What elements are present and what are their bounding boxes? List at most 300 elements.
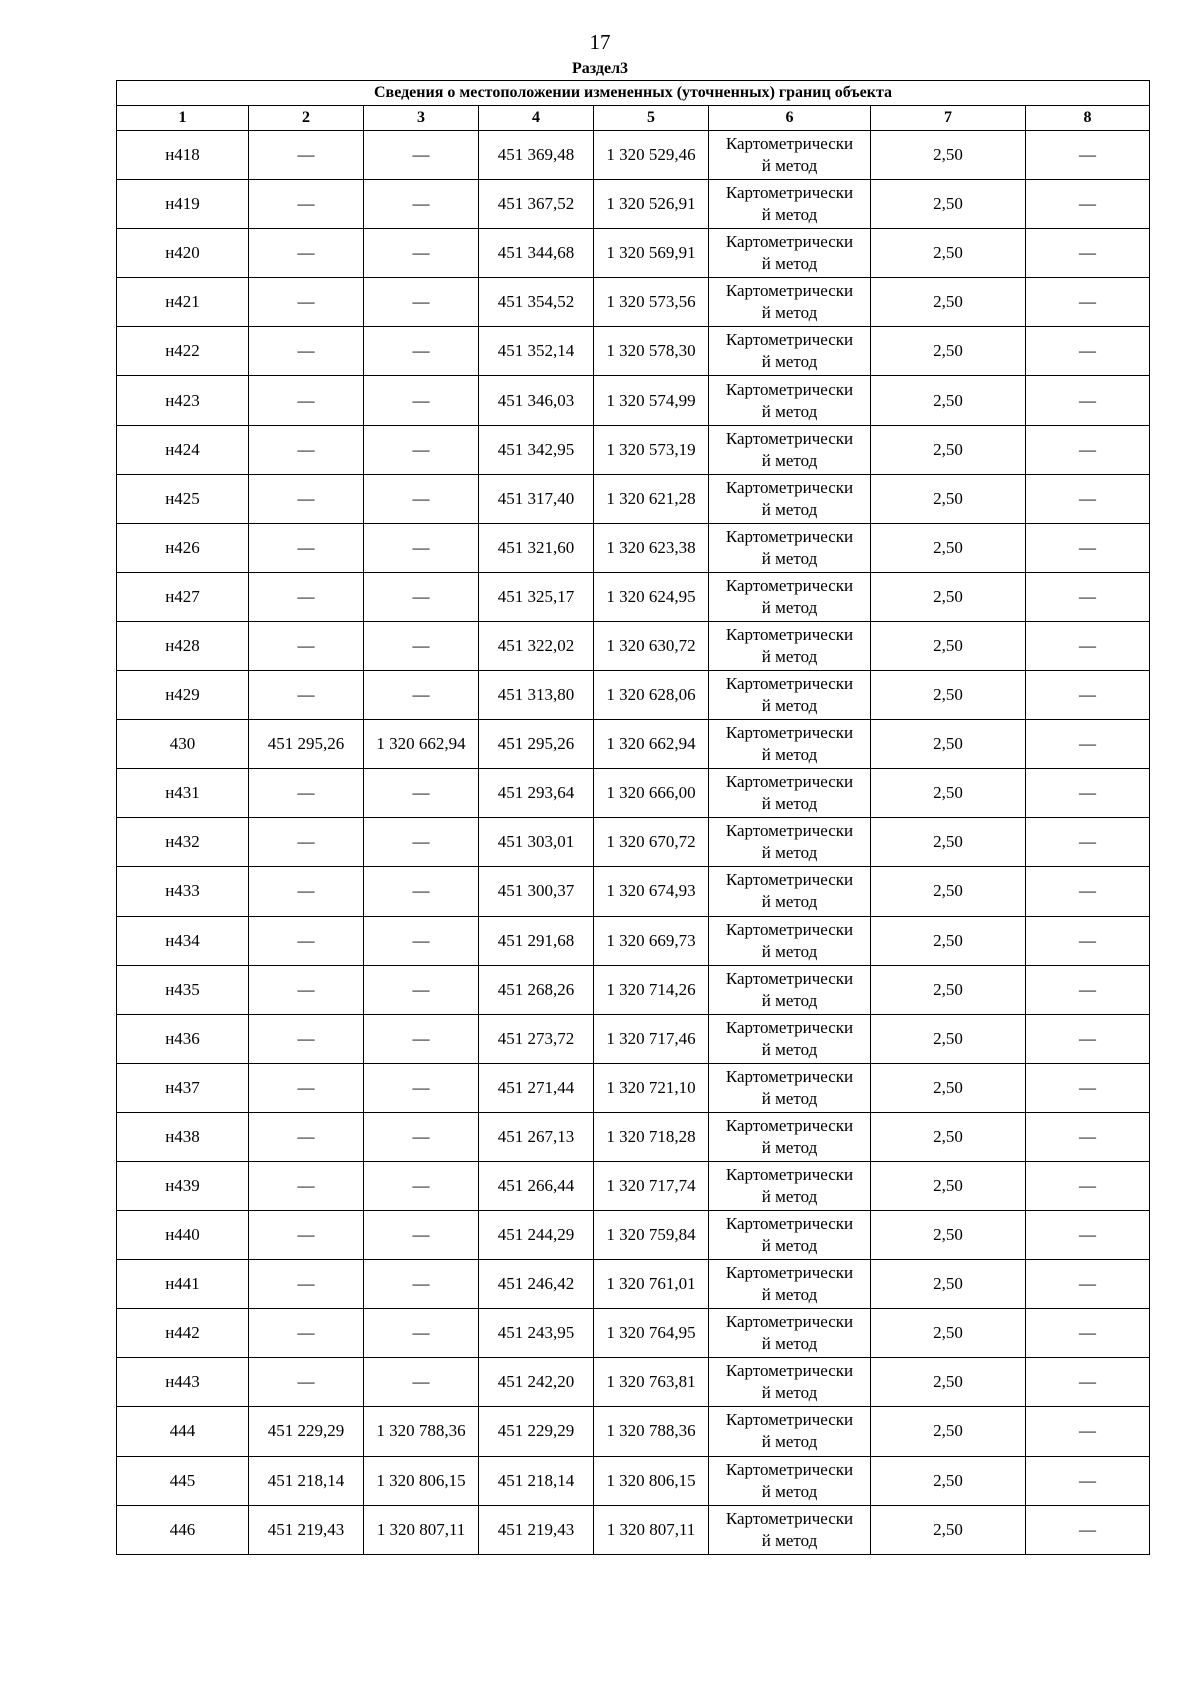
point-number-cell: 446	[117, 1505, 249, 1554]
point-number-cell: н436	[117, 1014, 249, 1063]
existing-x-cell: 451 229,29	[249, 1407, 364, 1456]
new-y-cell: 1 320 674,93	[594, 867, 709, 916]
accuracy-cell: 2,50	[871, 1309, 1026, 1358]
new-y-cell: 1 320 714,26	[594, 965, 709, 1014]
description-cell: —	[1026, 327, 1150, 376]
new-y-cell: 1 320 666,00	[594, 769, 709, 818]
new-y-cell: 1 320 569,91	[594, 229, 709, 278]
method-line-1: Картометрически	[725, 330, 854, 350]
accuracy-cell: 2,50	[871, 1063, 1026, 1112]
new-y-cell: 1 320 788,36	[594, 1407, 709, 1456]
table-row	[117, 523, 1150, 572]
table-row	[117, 1358, 1150, 1407]
description-cell: —	[1026, 523, 1150, 572]
existing-x-cell: —	[249, 965, 364, 1014]
table-row	[117, 180, 1150, 229]
new-x-cell: 451 242,20	[479, 1358, 594, 1407]
method-cell	[709, 671, 871, 720]
accuracy-cell: 2,50	[871, 474, 1026, 523]
accuracy-cell: 2,50	[871, 572, 1026, 621]
description-cell: —	[1026, 1211, 1150, 1260]
existing-y-cell: —	[364, 1161, 479, 1210]
method-line-2: й метод	[761, 1530, 818, 1550]
method-line-1: Картометрически	[725, 1459, 854, 1479]
existing-y-cell: —	[364, 671, 479, 720]
method-line-2: й метод	[761, 794, 818, 814]
description-cell: —	[1026, 1112, 1150, 1161]
column-header: 7	[871, 106, 1026, 131]
description-cell: —	[1026, 229, 1150, 278]
existing-y-cell: 1 320 806,15	[364, 1456, 479, 1505]
table-row	[117, 572, 1150, 621]
description-cell: —	[1026, 1161, 1150, 1210]
new-y-cell: 1 320 807,11	[594, 1505, 709, 1554]
method-cell	[709, 818, 871, 867]
description-cell: —	[1026, 621, 1150, 670]
description-cell: —	[1026, 867, 1150, 916]
accuracy-cell: 2,50	[871, 327, 1026, 376]
new-y-cell: 1 320 623,38	[594, 523, 709, 572]
existing-y-cell: —	[364, 1309, 479, 1358]
accuracy-cell: 2,50	[871, 769, 1026, 818]
existing-x-cell: —	[249, 425, 364, 474]
method-line-2: й метод	[761, 941, 818, 961]
description-cell: —	[1026, 1407, 1150, 1456]
method-line-2: й метод	[761, 352, 818, 372]
accuracy-cell: 2,50	[871, 1211, 1026, 1260]
method-line-1: Картометрически	[725, 477, 854, 497]
description-cell: —	[1026, 425, 1150, 474]
new-x-cell: 451 243,95	[479, 1309, 594, 1358]
existing-y-cell: —	[364, 621, 479, 670]
description-cell: —	[1026, 180, 1150, 229]
method-line-1: Картометрически	[725, 526, 854, 546]
table-row	[117, 376, 1150, 425]
new-y-cell: 1 320 529,46	[594, 131, 709, 180]
existing-x-cell: —	[249, 1211, 364, 1260]
existing-y-cell: —	[364, 131, 479, 180]
method-line-1: Картометрически	[725, 281, 854, 301]
method-line-1: Картометрически	[725, 870, 854, 890]
existing-x-cell: —	[249, 229, 364, 278]
point-number-cell: н419	[117, 180, 249, 229]
existing-y-cell: 1 320 662,94	[364, 720, 479, 769]
method-cell	[709, 425, 871, 474]
new-x-cell: 451 322,02	[479, 621, 594, 670]
point-number-cell: н425	[117, 474, 249, 523]
new-y-cell: 1 320 670,72	[594, 818, 709, 867]
description-cell: —	[1026, 572, 1150, 621]
new-x-cell: 451 291,68	[479, 916, 594, 965]
existing-x-cell: —	[249, 671, 364, 720]
table-row	[117, 965, 1150, 1014]
table-row	[117, 131, 1150, 180]
new-x-cell: 451 313,80	[479, 671, 594, 720]
new-x-cell: 451 246,42	[479, 1260, 594, 1309]
existing-x-cell: —	[249, 1063, 364, 1112]
method-line-1: Картометрически	[725, 821, 854, 841]
existing-x-cell: 451 218,14	[249, 1456, 364, 1505]
existing-y-cell: 1 320 788,36	[364, 1407, 479, 1456]
method-cell	[709, 965, 871, 1014]
table-row	[117, 621, 1150, 670]
existing-x-cell: —	[249, 474, 364, 523]
accuracy-cell: 2,50	[871, 278, 1026, 327]
point-number-cell: н441	[117, 1260, 249, 1309]
method-line-2: й метод	[761, 254, 818, 274]
table-row	[117, 1456, 1150, 1505]
existing-x-cell: —	[249, 1014, 364, 1063]
new-x-cell: 451 325,17	[479, 572, 594, 621]
point-number-cell: н427	[117, 572, 249, 621]
accuracy-cell: 2,50	[871, 818, 1026, 867]
method-cell	[709, 1260, 871, 1309]
point-number-cell: н428	[117, 621, 249, 670]
method-cell	[709, 376, 871, 425]
method-line-1: Картометрически	[725, 379, 854, 399]
method-line-1: Картометрически	[725, 1312, 854, 1332]
existing-x-cell: —	[249, 278, 364, 327]
accuracy-cell: 2,50	[871, 1112, 1026, 1161]
method-cell	[709, 180, 871, 229]
description-cell: —	[1026, 720, 1150, 769]
method-line-2: й метод	[761, 646, 818, 666]
existing-y-cell: —	[364, 769, 479, 818]
new-x-cell: 451 293,64	[479, 769, 594, 818]
method-line-2: й метод	[761, 1187, 818, 1207]
existing-x-cell: —	[249, 131, 364, 180]
method-line-1: Картометрически	[725, 1361, 854, 1381]
method-line-2: й метод	[761, 156, 818, 176]
method-cell	[709, 327, 871, 376]
point-number-cell: н420	[117, 229, 249, 278]
column-header: 5	[594, 106, 709, 131]
point-number-cell: н429	[117, 671, 249, 720]
accuracy-cell: 2,50	[871, 1260, 1026, 1309]
existing-x-cell: —	[249, 1309, 364, 1358]
new-y-cell: 1 320 573,56	[594, 278, 709, 327]
method-line-2: й метод	[761, 1383, 818, 1403]
existing-y-cell: 1 320 807,11	[364, 1505, 479, 1554]
existing-y-cell: —	[364, 474, 479, 523]
existing-y-cell: —	[364, 1112, 479, 1161]
description-cell: —	[1026, 278, 1150, 327]
description-cell: —	[1026, 1456, 1150, 1505]
new-y-cell: 1 320 717,74	[594, 1161, 709, 1210]
method-cell	[709, 572, 871, 621]
point-number-cell: н423	[117, 376, 249, 425]
table-row	[117, 1407, 1150, 1456]
table-row	[117, 327, 1150, 376]
point-number-cell: н440	[117, 1211, 249, 1260]
accuracy-cell: 2,50	[871, 131, 1026, 180]
new-x-cell: 451 295,26	[479, 720, 594, 769]
method-line-1: Картометрически	[725, 1115, 854, 1135]
method-line-1: Картометрически	[725, 1066, 854, 1086]
new-x-cell: 451 266,44	[479, 1161, 594, 1210]
method-cell	[709, 1112, 871, 1161]
method-line-1: Картометрически	[725, 575, 854, 595]
method-cell	[709, 867, 871, 916]
column-header: 8	[1026, 106, 1150, 131]
existing-y-cell: —	[364, 523, 479, 572]
existing-y-cell: —	[364, 818, 479, 867]
point-number-cell: н434	[117, 916, 249, 965]
description-cell: —	[1026, 1309, 1150, 1358]
accuracy-cell: 2,50	[871, 425, 1026, 474]
method-line-1: Картометрически	[725, 674, 854, 694]
existing-y-cell: —	[364, 867, 479, 916]
accuracy-cell: 2,50	[871, 867, 1026, 916]
new-y-cell: 1 320 624,95	[594, 572, 709, 621]
method-line-1: Картометрически	[725, 428, 854, 448]
new-x-cell: 451 303,01	[479, 818, 594, 867]
method-cell	[709, 1211, 871, 1260]
table-row	[117, 474, 1150, 523]
method-cell	[709, 1407, 871, 1456]
new-x-cell: 451 273,72	[479, 1014, 594, 1063]
point-number-cell: 444	[117, 1407, 249, 1456]
table-title: Сведения о местоположении измененных (уточненных) границ объекта	[117, 81, 1150, 106]
point-number-cell: 445	[117, 1456, 249, 1505]
description-cell: —	[1026, 818, 1150, 867]
column-header: 4	[479, 106, 594, 131]
method-cell	[709, 1505, 871, 1554]
accuracy-cell: 2,50	[871, 376, 1026, 425]
existing-x-cell: —	[249, 1260, 364, 1309]
method-line-1: Картометрически	[725, 183, 854, 203]
method-cell	[709, 1161, 871, 1210]
new-y-cell: 1 320 721,10	[594, 1063, 709, 1112]
method-line-2: й метод	[761, 303, 818, 323]
description-cell: —	[1026, 916, 1150, 965]
existing-y-cell: —	[364, 278, 479, 327]
existing-x-cell: —	[249, 523, 364, 572]
new-y-cell: 1 320 574,99	[594, 376, 709, 425]
accuracy-cell: 2,50	[871, 1456, 1026, 1505]
point-number-cell: н431	[117, 769, 249, 818]
description-cell: —	[1026, 671, 1150, 720]
new-y-cell: 1 320 628,06	[594, 671, 709, 720]
description-cell: —	[1026, 965, 1150, 1014]
method-cell	[709, 229, 871, 278]
accuracy-cell: 2,50	[871, 1358, 1026, 1407]
method-line-2: й метод	[761, 892, 818, 912]
table-row	[117, 818, 1150, 867]
method-line-1: Картометрически	[725, 134, 854, 154]
new-x-cell: 451 219,43	[479, 1505, 594, 1554]
method-cell	[709, 720, 871, 769]
method-cell	[709, 1309, 871, 1358]
existing-y-cell: —	[364, 327, 479, 376]
point-number-cell: н437	[117, 1063, 249, 1112]
point-number-cell: н442	[117, 1309, 249, 1358]
method-line-1: Картометрически	[725, 968, 854, 988]
existing-y-cell: —	[364, 1358, 479, 1407]
column-header: 6	[709, 106, 871, 131]
table-row	[117, 1211, 1150, 1260]
description-cell: —	[1026, 1063, 1150, 1112]
accuracy-cell: 2,50	[871, 1014, 1026, 1063]
point-number-cell: н422	[117, 327, 249, 376]
existing-x-cell: —	[249, 572, 364, 621]
new-y-cell: 1 320 761,01	[594, 1260, 709, 1309]
point-number-cell: н432	[117, 818, 249, 867]
method-line-1: Картометрически	[725, 1017, 854, 1037]
method-line-1: Картометрически	[725, 1508, 854, 1528]
new-y-cell: 1 320 630,72	[594, 621, 709, 670]
existing-y-cell: —	[364, 1063, 479, 1112]
method-line-2: й метод	[761, 696, 818, 716]
new-x-cell: 451 271,44	[479, 1063, 594, 1112]
method-cell	[709, 131, 871, 180]
method-line-2: й метод	[761, 1039, 818, 1059]
new-y-cell: 1 320 806,15	[594, 1456, 709, 1505]
method-line-2: й метод	[761, 990, 818, 1010]
accuracy-cell: 2,50	[871, 1505, 1026, 1554]
new-x-cell: 451 229,29	[479, 1407, 594, 1456]
accuracy-cell: 2,50	[871, 965, 1026, 1014]
method-line-2: й метод	[761, 1481, 818, 1501]
existing-x-cell: —	[249, 1161, 364, 1210]
new-y-cell: 1 320 662,94	[594, 720, 709, 769]
new-x-cell: 451 344,68	[479, 229, 594, 278]
point-number-cell: н418	[117, 131, 249, 180]
method-line-1: Картометрически	[725, 624, 854, 644]
coordinates-table	[116, 80, 1150, 1555]
method-line-2: й метод	[761, 1334, 818, 1354]
table-row	[117, 229, 1150, 278]
existing-y-cell: —	[364, 572, 479, 621]
new-x-cell: 451 300,37	[479, 867, 594, 916]
new-y-cell: 1 320 764,95	[594, 1309, 709, 1358]
existing-x-cell: —	[249, 376, 364, 425]
method-line-1: Картометрически	[725, 1410, 854, 1430]
new-x-cell: 451 244,29	[479, 1211, 594, 1260]
existing-x-cell: —	[249, 867, 364, 916]
method-cell	[709, 1456, 871, 1505]
description-cell: —	[1026, 131, 1150, 180]
new-y-cell: 1 320 621,28	[594, 474, 709, 523]
method-cell	[709, 523, 871, 572]
table-row	[117, 867, 1150, 916]
method-cell	[709, 474, 871, 523]
existing-y-cell: —	[364, 965, 479, 1014]
point-number-cell: н426	[117, 523, 249, 572]
description-cell: —	[1026, 1260, 1150, 1309]
table-body	[117, 81, 1150, 1555]
accuracy-cell: 2,50	[871, 523, 1026, 572]
column-header: 3	[364, 106, 479, 131]
new-x-cell: 451 352,14	[479, 327, 594, 376]
table-row	[117, 1063, 1150, 1112]
point-number-cell: н439	[117, 1161, 249, 1210]
method-line-2: й метод	[761, 1432, 818, 1452]
accuracy-cell: 2,50	[871, 1407, 1026, 1456]
existing-y-cell: —	[364, 1014, 479, 1063]
existing-x-cell: —	[249, 180, 364, 229]
method-line-2: й метод	[761, 1236, 818, 1256]
new-y-cell: 1 320 526,91	[594, 180, 709, 229]
table-row	[117, 1161, 1150, 1210]
description-cell: —	[1026, 1014, 1150, 1063]
existing-x-cell: —	[249, 1358, 364, 1407]
column-header: 2	[249, 106, 364, 131]
new-x-cell: 451 367,52	[479, 180, 594, 229]
existing-y-cell: —	[364, 1211, 479, 1260]
description-cell: —	[1026, 1358, 1150, 1407]
new-x-cell: 451 369,48	[479, 131, 594, 180]
existing-x-cell: 451 295,26	[249, 720, 364, 769]
table-row	[117, 278, 1150, 327]
table-row	[117, 720, 1150, 769]
description-cell: —	[1026, 474, 1150, 523]
method-line-1: Картометрически	[725, 1263, 854, 1283]
existing-x-cell: —	[249, 818, 364, 867]
method-line-1: Картометрически	[725, 723, 854, 743]
new-x-cell: 451 354,52	[479, 278, 594, 327]
table-row	[117, 425, 1150, 474]
method-line-1: Картометрически	[725, 1214, 854, 1234]
existing-x-cell: —	[249, 1112, 364, 1161]
existing-y-cell: —	[364, 916, 479, 965]
method-line-1: Картометрически	[725, 919, 854, 939]
accuracy-cell: 2,50	[871, 621, 1026, 670]
table-row	[117, 671, 1150, 720]
method-cell	[709, 1358, 871, 1407]
existing-x-cell: —	[249, 916, 364, 965]
method-line-2: й метод	[761, 1137, 818, 1157]
description-cell: —	[1026, 376, 1150, 425]
method-line-2: й метод	[761, 1285, 818, 1305]
accuracy-cell: 2,50	[871, 229, 1026, 278]
method-line-1: Картометрически	[725, 1165, 854, 1185]
description-cell: —	[1026, 769, 1150, 818]
existing-x-cell: —	[249, 327, 364, 376]
existing-y-cell: —	[364, 180, 479, 229]
method-cell	[709, 916, 871, 965]
new-x-cell: 451 321,60	[479, 523, 594, 572]
new-y-cell: 1 320 718,28	[594, 1112, 709, 1161]
new-x-cell: 451 317,40	[479, 474, 594, 523]
new-x-cell: 451 267,13	[479, 1112, 594, 1161]
point-number-cell: 430	[117, 720, 249, 769]
existing-y-cell: —	[364, 1260, 479, 1309]
existing-y-cell: —	[364, 229, 479, 278]
page-number: 17	[589, 30, 611, 54]
method-line-2: й метод	[761, 843, 818, 863]
new-x-cell: 451 346,03	[479, 376, 594, 425]
table-row	[117, 916, 1150, 965]
accuracy-cell: 2,50	[871, 180, 1026, 229]
new-x-cell: 451 218,14	[479, 1456, 594, 1505]
method-cell	[709, 278, 871, 327]
table-row	[117, 1309, 1150, 1358]
method-line-2: й метод	[761, 450, 818, 470]
table-row	[117, 1260, 1150, 1309]
table-row	[117, 1014, 1150, 1063]
column-header: 1	[117, 106, 249, 131]
method-line-2: й метод	[761, 1088, 818, 1108]
table-header-row	[117, 106, 1150, 131]
method-cell	[709, 621, 871, 670]
point-number-cell: н424	[117, 425, 249, 474]
accuracy-cell: 2,50	[871, 671, 1026, 720]
accuracy-cell: 2,50	[871, 720, 1026, 769]
method-cell	[709, 769, 871, 818]
new-x-cell: 451 268,26	[479, 965, 594, 1014]
point-number-cell: н433	[117, 867, 249, 916]
